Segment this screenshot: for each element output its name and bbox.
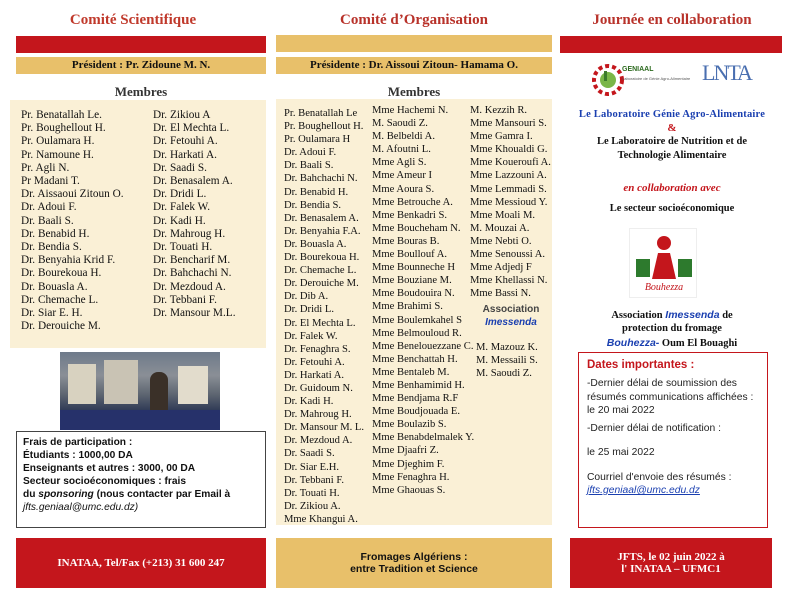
left-members-col2 bbox=[153, 109, 236, 320]
member-name: Dr. Harkati A. bbox=[153, 148, 218, 161]
sector-text: Le secteur socioéconomique bbox=[609, 203, 735, 214]
member-name: Mme Khangui A. bbox=[284, 513, 358, 525]
mid-panel-title: Comité d’Organisation bbox=[340, 12, 488, 28]
member-name: Dr. Mezdoud A. bbox=[153, 280, 226, 293]
member-name: Mme Boulemkahel S bbox=[372, 314, 463, 326]
assoc-line2: protection du fromage bbox=[622, 323, 722, 334]
bouhezza-logo bbox=[629, 228, 697, 298]
member-name: Dr. Saadi S. bbox=[153, 161, 207, 174]
member-name: M. Afoutni L. bbox=[372, 144, 431, 156]
member-name: Dr. Bahchachi N. bbox=[153, 267, 232, 280]
member-name: Mme Benkadri S. bbox=[372, 209, 448, 221]
member-name: Mme Lazzouni A. bbox=[470, 170, 547, 182]
member-name: Pr. Oulamara H. bbox=[21, 135, 95, 148]
left-president: Président : Pr. Zidoune M. N. bbox=[16, 57, 266, 74]
right-footer-line1: JFTS, le 02 juin 2022 à bbox=[617, 551, 725, 563]
member-name: Mme Boudouira N. bbox=[372, 288, 455, 300]
member-name: Dr. Bendia S. bbox=[21, 241, 82, 254]
member-name: Mme Mansouri S. bbox=[470, 118, 547, 130]
member-name: Pr. Benatallah Le bbox=[284, 108, 358, 119]
email-label: Courriel d'envoie des résumés : bbox=[587, 471, 732, 483]
member-name: Mme Djaafri Z. bbox=[372, 445, 439, 457]
left-red-bar bbox=[16, 36, 266, 53]
member-name: Mme Bounneche H bbox=[372, 262, 455, 274]
mid-assoc-name: Imessenda bbox=[485, 317, 537, 328]
fees-box bbox=[16, 431, 266, 528]
member-name: Mme Benhamimid H. bbox=[372, 379, 465, 391]
member-name: Dr. Zikiou A. bbox=[284, 500, 341, 512]
right-panel-title: Journée en collaboration bbox=[592, 12, 752, 28]
member-name: M. Kezzih R. bbox=[470, 105, 528, 116]
member-name: Dr. Baali S. bbox=[284, 160, 334, 172]
member-name: Mme Bouziane M. bbox=[372, 275, 452, 287]
member-name: Dr. Falek W. bbox=[153, 201, 211, 214]
member-name: Mme Adjedj F bbox=[470, 262, 532, 274]
member-name: M. Belbeldi A. bbox=[372, 131, 435, 143]
member-name: Pr. Agli N. bbox=[21, 161, 70, 174]
bouhezza-logo-text: Bouhezza bbox=[644, 282, 684, 293]
member-name: Dr. Benyahia Krid F. bbox=[21, 254, 116, 267]
member-name: Mme Agli S. bbox=[372, 157, 427, 169]
mid-footer-line2: entre Tradition et Science bbox=[350, 563, 478, 575]
assoc-line3: Bouhezza- Oum El Bouaghi bbox=[606, 337, 738, 349]
member-name: Mme Lemmadi S. bbox=[470, 183, 547, 195]
member-name: Mme Boulazib S. bbox=[372, 419, 447, 431]
member-name: Dr. Tebbani F. bbox=[284, 474, 345, 486]
member-name: M. Messaili S. bbox=[476, 355, 538, 367]
member-name: Dr. Mansour M.L. bbox=[153, 307, 236, 320]
member-name: Dr. Mahroug H. bbox=[153, 227, 226, 240]
member-name: Mme Benelouezzane C. bbox=[372, 340, 474, 352]
member-name: Mme Belmouloud R. bbox=[372, 327, 462, 339]
member-name: Dr. Fetouhi A. bbox=[284, 356, 345, 368]
dates-box bbox=[578, 352, 768, 528]
fees-socio: Secteur socioéconomiques : frais bbox=[23, 476, 187, 487]
member-name: Dr. Zikiou A bbox=[153, 109, 211, 121]
member-name: Dr. Derouiche M. bbox=[284, 278, 359, 290]
member-name: Pr. Benatallah Le. bbox=[21, 109, 102, 121]
member-name: M. Mazouz K. bbox=[476, 342, 538, 353]
member-name: Dr. Benabid H. bbox=[21, 227, 90, 240]
member-name: Mme Bassi N. bbox=[470, 288, 531, 300]
member-name: Mme Boudjouada E. bbox=[372, 406, 460, 418]
mid-members-col1 bbox=[284, 107, 364, 526]
member-name: Dr. Bendia S. bbox=[284, 199, 342, 211]
member-name: Mme Bouras B. bbox=[372, 235, 440, 247]
member-name: Mme Boullouf A. bbox=[372, 249, 448, 261]
member-name: Pr. Namoune H. bbox=[21, 148, 94, 161]
email-link[interactable]: jfts.geniaal@umc.edu.dz bbox=[587, 485, 700, 496]
member-name: Dr. Bourekoua H. bbox=[284, 252, 360, 264]
member-name: Dr. Bahchachi N. bbox=[284, 173, 358, 185]
fees-teachers: Enseignants et autres : 3000, 00 DA bbox=[23, 463, 196, 474]
member-name: Dr. Derouiche M. bbox=[21, 320, 101, 333]
member-name: Dr. Adoui F. bbox=[21, 201, 77, 214]
member-name: Dr. Benabid H. bbox=[284, 186, 349, 198]
fees-email: jfts.geniaal@umc.edu.dz) bbox=[23, 502, 139, 513]
member-name: Mme Brahimi S. bbox=[372, 301, 443, 313]
right-footer bbox=[570, 538, 772, 588]
mid-president: Présidente : Dr. Aissoui Zitoun- Hamama O. bbox=[276, 57, 552, 74]
date-submission: -Dernier délai de soumission des résumés communications affichées : le 20 mai 2022 bbox=[587, 378, 754, 416]
member-name: Mme Koueroufi A. bbox=[470, 157, 551, 169]
mid-membres-heading: Membres bbox=[387, 84, 441, 99]
member-name: Dr. Touati H. bbox=[284, 487, 340, 499]
member-name: Mme Aoura S. bbox=[372, 183, 435, 195]
member-name: Mme Nebti O. bbox=[470, 235, 532, 247]
member-name: Dr. Dib A. bbox=[284, 291, 329, 303]
member-name: Dr. Dridi L. bbox=[284, 304, 335, 316]
left-members-col1 bbox=[21, 109, 124, 333]
member-name: Dr. Tebbani F. bbox=[153, 293, 217, 306]
member-name: Mme Benabdelmalek Y. bbox=[372, 432, 475, 444]
member-name: Mme Senoussi A. bbox=[470, 249, 546, 261]
member-name: Pr. Oulamara H bbox=[284, 134, 351, 146]
member-name: Dr. Chemache L. bbox=[21, 293, 99, 306]
member-name: M. Saoudi Z. bbox=[372, 118, 428, 130]
fees-sponsoring-line: du sponsoring (nous contacter par Email à bbox=[23, 489, 231, 500]
member-name: Dr. Kadi H. bbox=[153, 214, 206, 227]
member-name: Pr. Boughellout H. bbox=[21, 122, 106, 135]
right-red-bar bbox=[560, 36, 782, 53]
member-name: Pr Madani T. bbox=[21, 175, 80, 188]
lnta-logo: LNTA bbox=[702, 60, 751, 85]
member-name: Dr. Mansour M. L. bbox=[284, 422, 365, 434]
date-notification: le 25 mai 2022 bbox=[587, 447, 655, 458]
member-name: Dr. Falek W. bbox=[284, 330, 338, 342]
member-name: Dr. Adoui F. bbox=[284, 147, 337, 159]
member-name: Dr. Dridi L. bbox=[153, 188, 207, 201]
member-name: Mme Hachemi N. bbox=[372, 105, 449, 116]
ampersand: & bbox=[667, 122, 677, 134]
member-name: Dr. Benyahia F.A. bbox=[284, 225, 361, 237]
left-membres-heading: Membres bbox=[114, 84, 168, 99]
mid-assoc-label: Association bbox=[482, 304, 540, 315]
member-name: Dr. Benasalem A. bbox=[153, 175, 233, 188]
member-name: Mme Khellassi N. bbox=[470, 275, 548, 287]
member-name: M. Saoudi Z. bbox=[476, 368, 532, 380]
member-name: Pr. Boughellout H. bbox=[284, 121, 364, 133]
member-name: Mme Khoualdi G. bbox=[470, 144, 548, 156]
member-name: Dr. Bouasla A. bbox=[21, 280, 88, 293]
event-photo bbox=[60, 352, 220, 430]
member-name: Dr. Guidoum N. bbox=[284, 382, 353, 394]
fees-title: Frais de participation : bbox=[23, 437, 133, 448]
dates-title: Dates importantes : bbox=[587, 359, 695, 371]
geniaal-logo-name: GENIAAL bbox=[622, 66, 654, 73]
member-name: Dr. Harkati A. bbox=[284, 369, 345, 381]
member-name: Mme Messioud Y. bbox=[470, 196, 548, 208]
mid-gold-bar bbox=[276, 35, 552, 52]
member-name: Mme Bendjama R.F bbox=[372, 393, 459, 405]
collab-text: en collaboration avec bbox=[623, 182, 721, 194]
member-name: Dr. Fetouhi A. bbox=[153, 135, 218, 148]
member-name: Mme Moali M. bbox=[470, 209, 536, 221]
mid-members-col2 bbox=[372, 104, 474, 497]
left-footer: INATAA, Tel/Fax (+213) 31 600 247 bbox=[16, 538, 266, 588]
member-name: Mme Bentaleb M. bbox=[372, 366, 450, 378]
member-name: Dr. El Mechta L. bbox=[153, 122, 230, 135]
geniaal-logo-sub: Laboratoire de Génie Agro-Alimentaire bbox=[622, 76, 691, 81]
lab1-text: Le Laboratoire Génie Agro-Alimentaire bbox=[578, 109, 766, 120]
mid-members-col4 bbox=[476, 341, 538, 380]
member-name: Mme Djeghim F. bbox=[372, 458, 445, 470]
member-name: Mme Gamra I. bbox=[470, 131, 533, 143]
member-name: Dr. Mezdoud A. bbox=[284, 435, 353, 447]
left-panel-title: Comité Scientifique bbox=[69, 12, 197, 28]
member-name: Dr. Siar E. H. bbox=[21, 307, 83, 320]
member-name: Dr. Saadi S. bbox=[284, 448, 335, 460]
bouhezza-figure-icon bbox=[630, 229, 698, 283]
member-name: Mme Boucheham N. bbox=[372, 222, 461, 234]
member-name: Dr. Aissaoui Zitoun O. bbox=[21, 188, 124, 201]
right-footer-line2: l' INATAA – UFMC1 bbox=[621, 563, 721, 575]
date-notification-label: -Dernier délai de notification : bbox=[587, 422, 721, 434]
member-name: Mme Betrouche A. bbox=[372, 196, 453, 208]
mid-footer bbox=[276, 538, 552, 588]
mid-footer-line1: Fromages Algériens : bbox=[360, 551, 468, 563]
member-name: Dr. Baali S. bbox=[21, 214, 74, 227]
member-name: Dr. Bouasla A. bbox=[284, 238, 347, 250]
lab2-text: Le Laboratoire de Nutrition et de bbox=[597, 136, 747, 147]
member-name: Dr. Chemache L. bbox=[284, 265, 357, 277]
assoc-line1: Association Imessenda de bbox=[611, 309, 733, 321]
member-name: Mme Ameur I bbox=[372, 170, 433, 182]
member-name: Dr. Mahroug H. bbox=[284, 409, 352, 421]
member-name: Mme Ghaouas S. bbox=[372, 484, 446, 496]
geniaal-logo bbox=[590, 57, 691, 103]
member-name: Mme Benchattah H. bbox=[372, 353, 458, 365]
member-name: Dr. Bourekoua H. bbox=[21, 267, 102, 280]
fees-students: Étudiants : 1000,00 DA bbox=[23, 450, 133, 461]
member-name: Dr. Kadi H. bbox=[284, 396, 334, 408]
member-name: Dr. Siar E.H. bbox=[284, 461, 340, 473]
member-name: Dr. Touati H. bbox=[153, 241, 213, 254]
mid-members-col3 bbox=[470, 104, 551, 300]
member-name: Dr. Benasalem A. bbox=[284, 212, 359, 224]
member-name: Mme Fenaghra H. bbox=[372, 471, 450, 483]
lab3-text: Technologie Alimentaire bbox=[617, 150, 727, 161]
member-name: Dr. Bencharif M. bbox=[153, 254, 231, 267]
member-name: M. Mouzai A. bbox=[470, 222, 530, 234]
member-name: Dr. El Mechta L. bbox=[284, 317, 356, 329]
member-name: Dr. Fenaghra S. bbox=[284, 343, 351, 355]
